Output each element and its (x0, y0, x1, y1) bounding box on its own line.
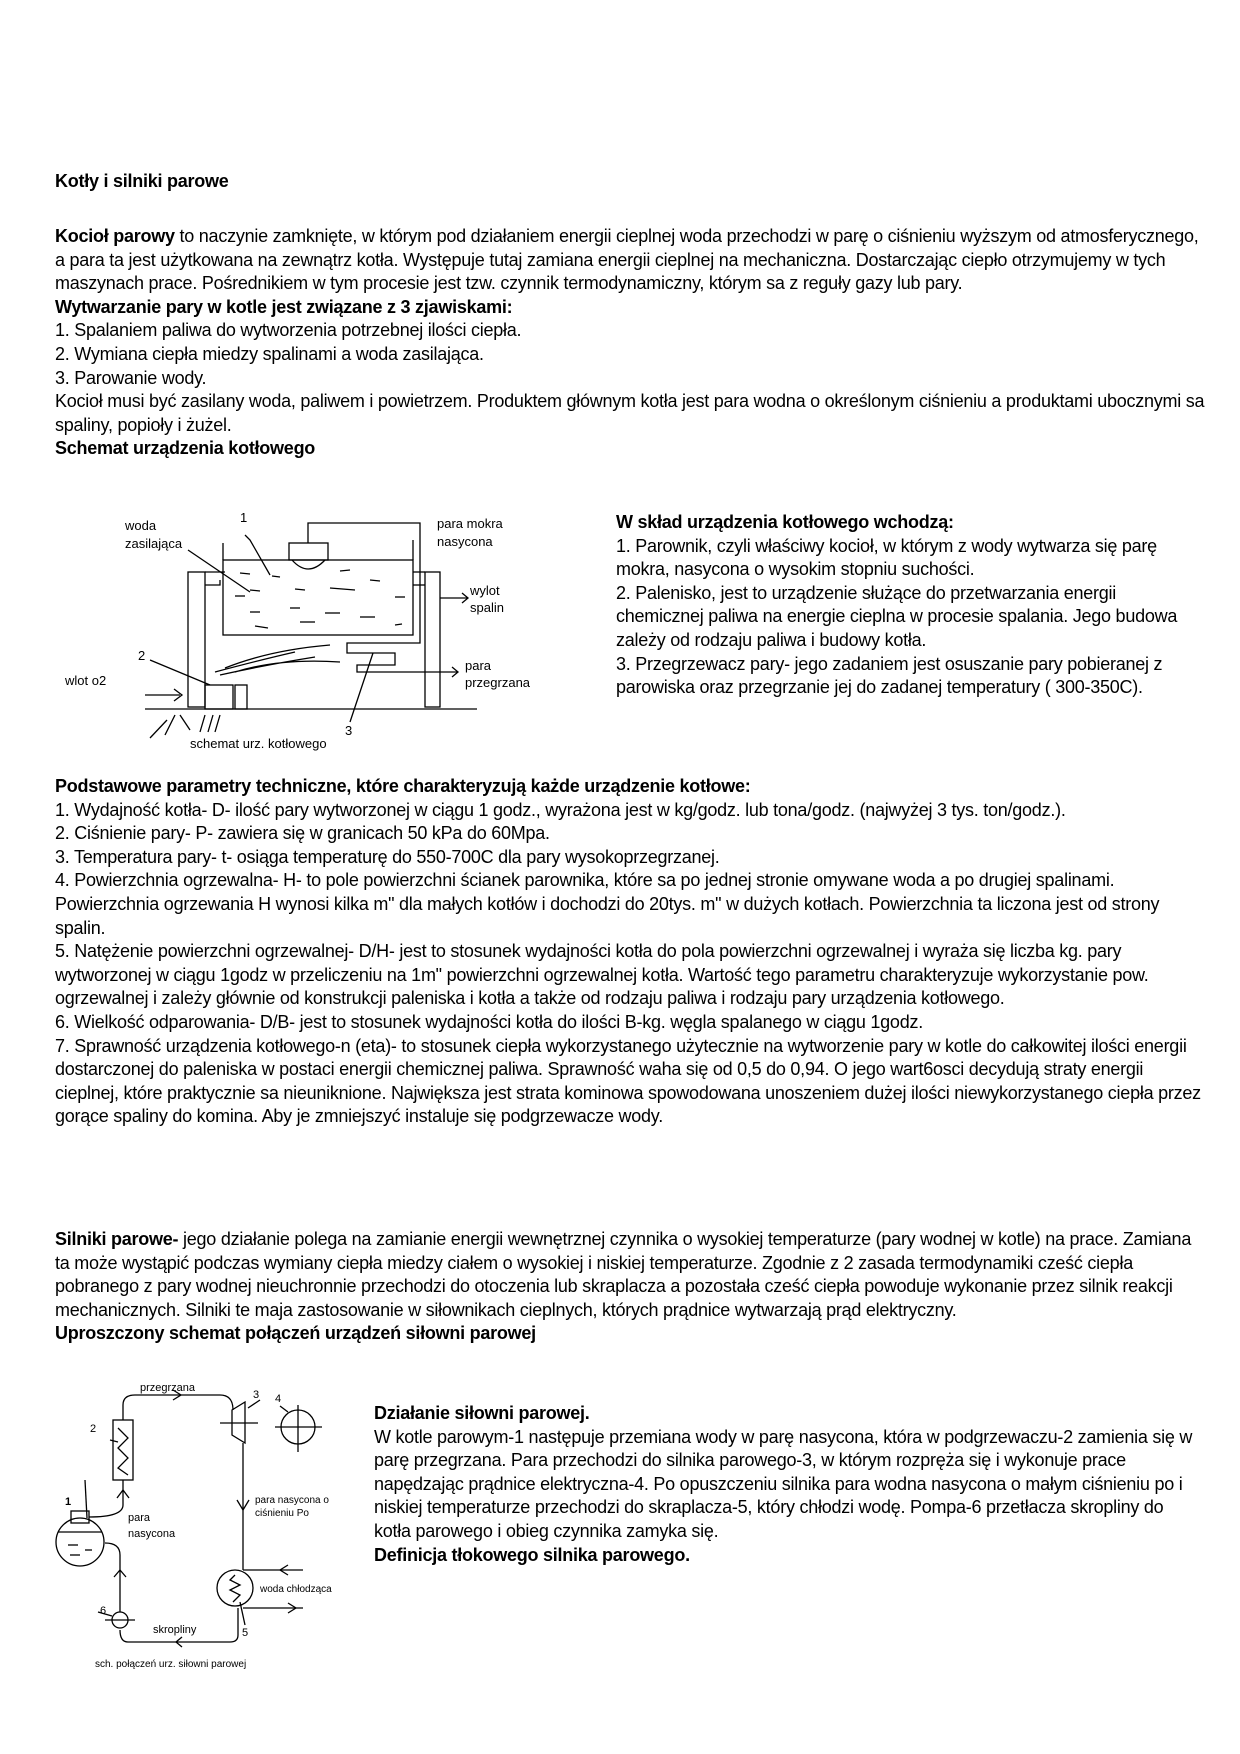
boiler-diagram (50, 500, 610, 760)
engines-paragraph (55, 1228, 1205, 1322)
list-item: 2. Palenisko, jest to urządzenie służące do przetwarzania energii chemicznej paliwa na energie cieplna w procesie spalania. Jego budowa zależy od rodzaju paliwa i budowy kotła. (616, 582, 1178, 650)
label-2: 2 (138, 648, 146, 663)
list-item: 7. Sprawność urządzenia kotłowego-n (eta)- to stosunek ciepła wykorzystanego użytecznie na wytworzenie pary w kotle do całkowitej ilości energii dostarczonej do paleniska w postaci energii chemicznej paliwa. Sprawność waha się od 0,5 do 0,94. O jego wart6osci decydują straty energii cieplnej, które praktycznie sa nieuniknione. Największa jest strata kominowa spowodowana unoszeniem dużej ilości niewykorzystanego ciepła przez gorące spaliny do komina. Aby je zmniejszyć instaluje się podgrzewacze wody. (55, 1035, 1201, 1127)
components-heading-text: W skład urządzenia kotłowego wchodzą: (616, 512, 954, 532)
operation-heading (374, 1402, 1204, 1426)
phenomena-after: Kocioł musi być zasilany woda, paliwem i powietrzem. Produktem głównym kotła jest para wodna o określonym ciśnieniu a produktami ubocznymi sa spaliny, popioły i żużel. (55, 391, 1205, 435)
label-para: para (465, 658, 492, 673)
power-plant-diagram (50, 1380, 370, 1680)
label-zasilajaca: zasilająca (125, 536, 183, 551)
operation-heading-text: Działanie siłowni parowej. (374, 1403, 590, 1423)
label-para-mokra: para mokra (437, 516, 503, 531)
label-5: 5 (242, 1627, 249, 1639)
intro-term: Kocioł parowy (55, 226, 175, 246)
phenomena-heading-text: Wytwarzanie pary w kotle jest związane z 3 zjawiskami: (55, 296, 513, 317)
label-6: 6 (100, 1605, 107, 1617)
parameters-section (55, 775, 1205, 1129)
label-nasycona: nasycona (128, 1528, 176, 1540)
label-para: para (128, 1512, 151, 1524)
label-para-nasycona: para nasycona o (255, 1495, 329, 1506)
definition-heading (374, 1544, 1204, 1568)
label-woda: woda (125, 518, 157, 533)
boiler-water-dashes (235, 570, 405, 628)
parameters-heading-text: Podstawowe parametry techniczne, które charakteryzują każde urządzenie kotłowe: (55, 776, 751, 796)
list-item: 1. Spalaniem paliwa do wytworzenia potrzebnej ilości ciepła. (55, 320, 522, 341)
intro-section (55, 225, 1205, 461)
parameters-heading (55, 775, 1205, 799)
boiler-lines (145, 523, 477, 738)
operation-section (374, 1402, 1204, 1567)
label-przegrzana: przegrzana (140, 1382, 196, 1394)
intro-text: to naczynie zamknięte, w którym pod działaniem energii cieplnej woda przechodzi w parę o ciśnieniu wyższym od atmosferycznego, a para ta jest użytkowana na zewnątrz kotła. Występuje tutaj zamiana energii cieplnej na mechaniczna. Dostarczając ciepło otrzymujemy w tych maszynach prace. Pośrednikiem w tym procesie jest tzw. czynnik termodynamiczny, którym sa z reguły gazy lub pary. (55, 226, 1199, 294)
engines-term: Silniki parowe- (55, 1229, 179, 1249)
list-item: 1. Parownik, czyli właściwy kocioł, w którym z wody wytwarza się parę mokra, nasycona o wysokim stopniu suchości. (616, 535, 1157, 580)
diagram2-caption: sch. połączeń urz. siłowni parowej (95, 1659, 247, 1670)
schema2-heading-text: Uproszczony schemat połączeń urządzeń siłowni parowej (55, 1323, 536, 1344)
label-nasycona: nasycona (437, 534, 493, 549)
label-wlot: wlot o2 (65, 673, 107, 688)
label-przegrzana: przegrzana (465, 675, 531, 690)
list-item: 6. Wielkość odparowania- D/B- jest to stosunek wydajności kotła do ilości B-kg. węgla spalanego w ciągu 1godz. (55, 1011, 923, 1032)
engines-section (55, 1228, 1205, 1346)
engines-text: jego działanie polega na zamianie energii wewnętrznej czynnika o wysokiej temperaturze (pary wodnej w kotle) na prace. Zamiana ta może wystąpić podczas wymiany ciepła miedzy ciałem o wysokiej i niskiej temperaturze. Zgodnie z 2 zasada termodynamiki cześć ciepła pobranego z pary wodnej nieuchronnie przechodzi do otoczenia lub skraplacza a pozostała cześć ciepła powoduje wykonanie przez silnik reakcji mechanicznych. Silniki te maja zastosowanie w siłownikach cieplnych, których prądnice wytwarzają prąd elektryczny. (55, 1229, 1192, 1320)
page-title (55, 170, 1205, 194)
label-1: 1 (240, 510, 248, 525)
list-item: 4. Powierzchnia ogrzewalna- H- to pole powierzchni ścianek parownika, które sa po jednej stronie omywane woda a po drugiej spalinami. Powierzchnia ogrzewania H wynosi kilka m" dla małych kotłów i dochodzi do 20tys. m" w dużych kotłach. Powierzchnia ta liczona jest od strony spalin. (55, 870, 1160, 938)
intro-paragraph (55, 225, 1205, 296)
label-1: 1 (65, 1496, 72, 1508)
definition-heading-text: Definicja tłokowego silnika parowego. (374, 1544, 690, 1565)
label-2: 2 (90, 1423, 97, 1435)
label-skropliny: skropliny (153, 1624, 197, 1636)
list-item: 2. Ciśnienie pary- P- zawiera się w granicach 50 kPa do 60Mpa. (55, 823, 550, 844)
list-item: 3. Przegrzewacz pary- jego zadaniem jest osuszanie pary pobieranej z parowiska oraz przegrzanie jej do zadanej temperatury ( 300-350C). (616, 653, 1163, 698)
schema1-heading-text: Schemat urządzenia kotłowego (55, 438, 316, 459)
title-text: Kotły i silniki parowe (55, 171, 229, 191)
schema2-heading (55, 1322, 1205, 1346)
label-wylot: wylot (470, 583, 500, 598)
operation-text: W kotle parowym-1 następuje przemiana wody w parę nasycona, która w podgrzewaczu-2 zamienia się w parę przegrzana. Para przechodzi do silnika parowego-3, w którym rozpręża się i wykonuje prace napędzając prądnice elektryczna-4. Po opuszczeniu silnika para wodna nasycona o małym ciśnieniu po i niskiej temperaturze przechodzi do skraplacza-5, który chłodzi wodę. Pompa-6 przetłacza skropliny do kotła parowego i obieg czynnika zamyka się. (374, 1426, 1193, 1541)
list-item: 5. Natężenie powierzchni ogrzewalnej- D/H- jest to stosunek wydajności kotła do pola powierzchni ogrzewalnej i wyraża się liczba kg. pary wytworzonej w ciągu 1godz w przeliczeniu na 1m" powierzchni ogrzewalnej kotła. Wartość tego parametru charakteryzuje wykorzystanie pow. ogrzewalnej i zależy głównie od konstrukcji paleniska i kotła a także od rodzaju paliwa i rodzaju pary urządzenia kotłowego. (55, 941, 1149, 1009)
components-section (616, 511, 1186, 700)
label-spalin: spalin (470, 600, 504, 615)
list-item: 3. Temperatura pary- t- osiąga temperaturę do 550-700C dla pary wysokoprzegrzanej. (55, 846, 720, 867)
schema1-heading (55, 437, 1205, 461)
label-cisnieniu-po: ciśnieniu Po (255, 1508, 309, 1519)
components-heading (616, 511, 1186, 535)
label-woda-chlodzaca: woda chłodząca (260, 1584, 332, 1595)
list-item: 2. Wymiana ciepła miedzy spalinami a woda zasilająca. (55, 343, 484, 364)
list-item: 3. Parowanie wody. (55, 367, 207, 388)
list-item: 1. Wydajność kotła- D- ilość pary wytworzonej w ciągu 1 godz., wyrażona jest w kg/godz. lub tona/godz. (najwyżej 3 tys. ton/godz.). (55, 799, 1066, 820)
phenomena-heading (55, 296, 1205, 320)
label-3: 3 (345, 723, 353, 738)
label-4: 4 (275, 1393, 282, 1405)
label-3: 3 (253, 1389, 260, 1401)
diagram1-caption: schemat urz. kotłowego (190, 736, 327, 751)
